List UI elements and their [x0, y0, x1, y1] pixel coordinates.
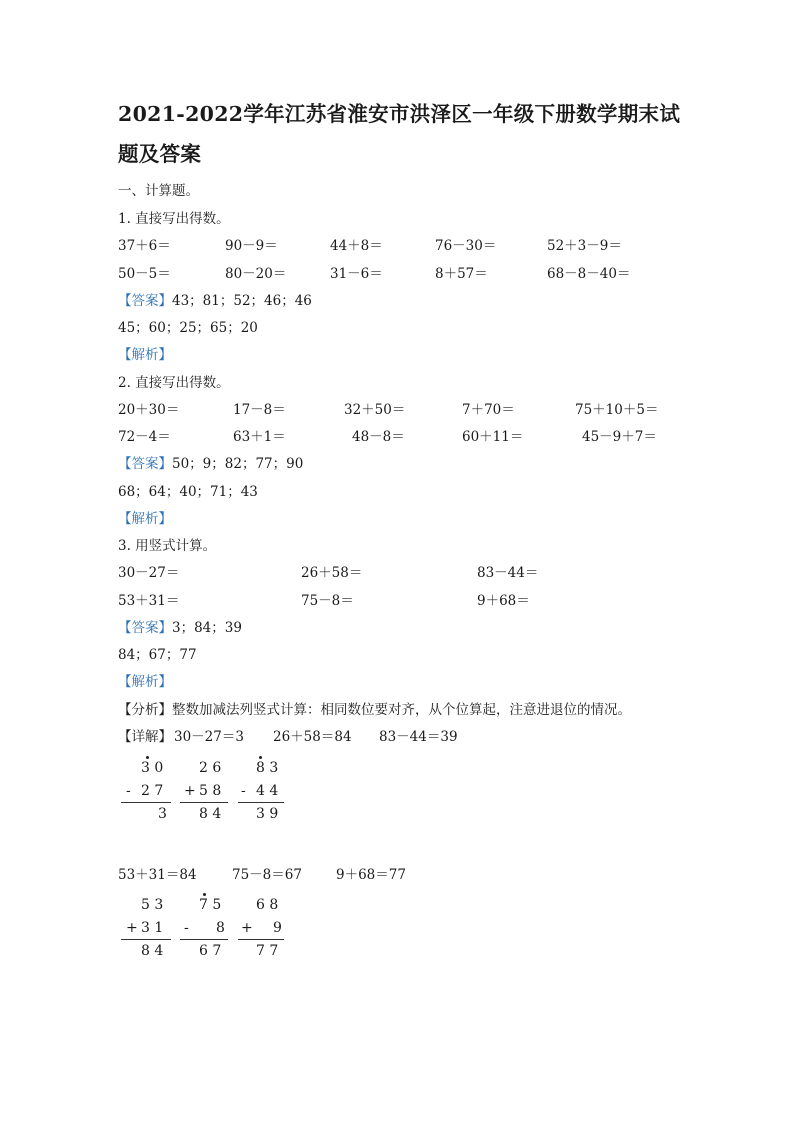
q2-item: 63＋1＝	[233, 429, 286, 445]
q3-item: 83－44＝	[477, 565, 539, 581]
vertical-result: 3	[158, 806, 167, 822]
q3-item: 9＋68＝	[477, 593, 530, 609]
vertical-top: 3 0	[141, 760, 164, 776]
q1-item: 44＋8＝	[330, 238, 383, 254]
fenxi-tag: 【分析】	[118, 702, 172, 718]
q1-item: 31－6＝	[330, 266, 383, 282]
vertical-result: 8 4	[141, 943, 164, 959]
result-equation: 30－27＝3	[174, 729, 244, 745]
vertical-rule	[180, 802, 228, 803]
xiangjie-tag: 【详解】	[118, 729, 172, 745]
vertical-rule	[238, 939, 284, 940]
answer-text: 43；81；52；46；46	[172, 293, 312, 309]
q3-heading: 3. 用竖式计算。	[118, 538, 217, 554]
answer-text: 50；9；82；77；90	[172, 456, 304, 472]
q2-answer-line2: 68；64；40；71；43	[118, 484, 258, 500]
q1-item: 8＋57＝	[435, 266, 488, 282]
vertical-second: 5 8	[199, 783, 222, 799]
q2-answer	[118, 452, 303, 472]
q1-item: 37＋6＝	[118, 238, 171, 254]
q2-item: 17－8＝	[233, 402, 286, 418]
q1-item: 76－30＝	[435, 238, 497, 254]
vertical-rule	[121, 939, 171, 940]
vertical-rule	[238, 802, 284, 803]
borrow-dot	[146, 756, 149, 759]
vertical-second: 8	[216, 920, 225, 936]
q2-item: 72－4＝	[118, 429, 171, 445]
answer-text: 3；84；39	[172, 620, 242, 636]
q1-answer	[118, 289, 312, 309]
result-equation: 9＋68＝77	[336, 867, 406, 883]
q1-analysis-tag: 【解析】	[118, 347, 172, 363]
vertical-top: 6 8	[256, 897, 279, 913]
result-equation: 75－8＝67	[232, 867, 302, 883]
vertical-operator: +	[126, 920, 138, 936]
vertical-result: 3 9	[256, 806, 279, 822]
vertical-result: 6 7	[199, 943, 222, 959]
vertical-operator: +	[184, 783, 196, 799]
vertical-second: 2 7	[141, 783, 164, 799]
answer-tag: 【答案】	[118, 456, 172, 472]
vertical-top: 5 3	[141, 897, 164, 913]
vertical-second: 4 4	[256, 783, 279, 799]
section-heading: 一、计算题。	[118, 183, 199, 199]
q1-item: 90－9＝	[225, 238, 278, 254]
q1-item: 80－20＝	[225, 266, 287, 282]
vertical-top: 2 6	[199, 760, 222, 776]
q3-item: 30－27＝	[118, 565, 180, 581]
q3-analysis-tag: 【解析】	[118, 674, 172, 690]
q1-item: 68－8－40＝	[547, 266, 631, 282]
vertical-top: 8 3	[256, 760, 279, 776]
q2-item: 60＋11＝	[462, 429, 524, 445]
vertical-operator: -	[184, 920, 189, 936]
vertical-operator: -	[126, 783, 131, 799]
q1-answer-line2: 45；60；25；65；20	[118, 320, 258, 336]
vertical-operator: +	[241, 920, 253, 936]
result-equation: 53＋31＝84	[118, 867, 197, 883]
q2-item: 48－8＝	[352, 429, 405, 445]
answer-tag: 【答案】	[118, 293, 172, 309]
borrow-dot	[203, 893, 206, 896]
q2-item: 45－9＋7＝	[582, 429, 657, 445]
result-equation: 26＋58＝84	[273, 729, 352, 745]
q2-analysis-tag: 【解析】	[118, 511, 172, 527]
vertical-top: 7 5	[199, 897, 222, 913]
vertical-result: 7 7	[256, 943, 279, 959]
vertical-second: 3 1	[141, 920, 164, 936]
q1-heading: 1. 直接写出得数。	[118, 211, 230, 227]
q3-item: 75－8＝	[301, 593, 354, 609]
answer-tag: 【答案】	[118, 620, 172, 636]
result-equation: 83－44＝39	[379, 729, 458, 745]
q3-answer-line2: 84；67；77	[118, 647, 197, 663]
vertical-second: 9	[273, 920, 282, 936]
q3-fenxi	[118, 698, 631, 718]
fenxi-text: 整数加减法列竖式计算：相同数位要对齐，从个位算起，注意进退位的情况。	[172, 702, 631, 718]
q2-item: 20＋30＝	[118, 402, 180, 418]
vertical-result: 8 4	[199, 806, 222, 822]
borrow-dot	[259, 756, 262, 759]
q3-item: 53＋31＝	[118, 593, 180, 609]
vertical-operator: -	[241, 783, 246, 799]
q2-item: 75＋10＋5＝	[575, 402, 659, 418]
document-title: 2021-2022学年江苏省淮安市洪泽区一年级下册数学期末试题及答案	[118, 102, 681, 166]
vertical-rule	[121, 802, 171, 803]
q3-answer	[118, 616, 242, 636]
vertical-rule	[180, 939, 228, 940]
q1-item: 52＋3－9＝	[547, 238, 622, 254]
q2-item: 32＋50＝	[344, 402, 406, 418]
q1-item: 50－5＝	[118, 266, 171, 282]
q2-heading: 2. 直接写出得数。	[118, 375, 230, 391]
q3-item: 26＋58＝	[301, 565, 363, 581]
q2-item: 7＋70＝	[462, 402, 515, 418]
